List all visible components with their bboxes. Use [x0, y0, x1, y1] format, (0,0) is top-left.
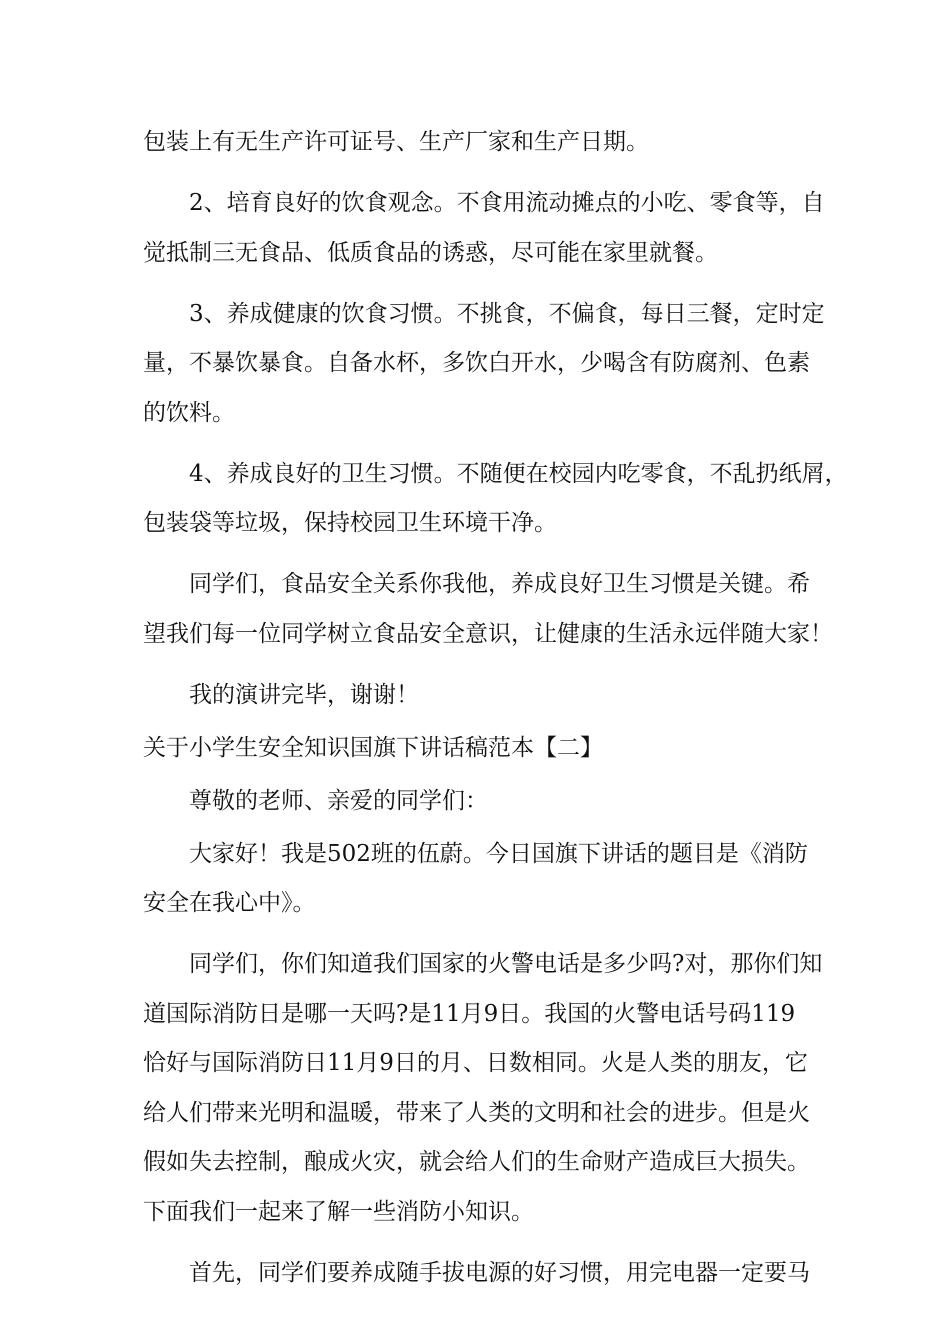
- text-line: 包装上有无生产许可证号、生产厂家和生产日期。: [143, 129, 649, 155]
- text-line: 道国际消防日是哪一天吗?是11月9日。我国的火警电话号码119: [143, 1000, 796, 1027]
- text-line: 尊敬的老师、亲爱的同学们：: [189, 787, 488, 814]
- text-line: 包装袋等垃圾，保持校园卫生环境干净。: [143, 510, 557, 536]
- text-line: 的饮料。: [143, 399, 235, 426]
- text-line: 下面我们一起来了解一些消防小知识。: [143, 1198, 534, 1225]
- text-line: 3、养成健康的饮食习惯。不挑食，不偏食，每日三餐，定时定: [189, 300, 825, 327]
- text-line: 觉抵制三无食品、低质食品的诱惑，尽可能在家里就餐。: [143, 239, 718, 266]
- text-line: 首先，同学们要养成随手拔电源的好习惯，用完电器一定要马: [189, 1259, 810, 1286]
- text-line: 同学们，食品安全关系你我他，养成良好卫生习惯是关键。希: [189, 571, 810, 597]
- text-line: 望我们每一位同学树立食品安全意识，让健康的生活永远伴随大家！: [143, 620, 833, 647]
- text-line: 量，不暴饮暴食。自备水杯，多饮白开水，少喝含有防腐剂、色素: [143, 350, 810, 376]
- text-line: 给人们带来光明和温暖，带来了人类的文明和社会的进步。但是火: [143, 1099, 810, 1126]
- text-line: 我的演讲完毕，谢谢！: [189, 681, 419, 708]
- text-line: 假如失去控制，酿成火灾，就会给人们的生命财产造成巨大损失。: [143, 1149, 810, 1175]
- text-line: 2、培育良好的饮食观念。不食用流动摊点的小吃、零食等，自: [189, 190, 825, 216]
- text-line: 同学们，你们知道我们国家的火警电话是多少吗?对，那你们知: [189, 951, 823, 977]
- text-line: 大家好！我是502班的伍蔚。今日国旗下讲话的题目是《消防: [189, 840, 808, 867]
- section-heading: 关于小学生安全知识国旗下讲话稿范本【二】: [143, 734, 603, 761]
- text-line: 恰好与国际消防日11月9日的月、日数相同。火是人类的朋友，它: [143, 1050, 808, 1076]
- document-page: [143, 127, 848, 1288]
- text-line: 4、养成良好的卫生习惯。不随便在校园内吃零食，不乱扔纸屑，: [189, 460, 848, 487]
- text-line: 安全在我心中》。: [143, 890, 316, 916]
